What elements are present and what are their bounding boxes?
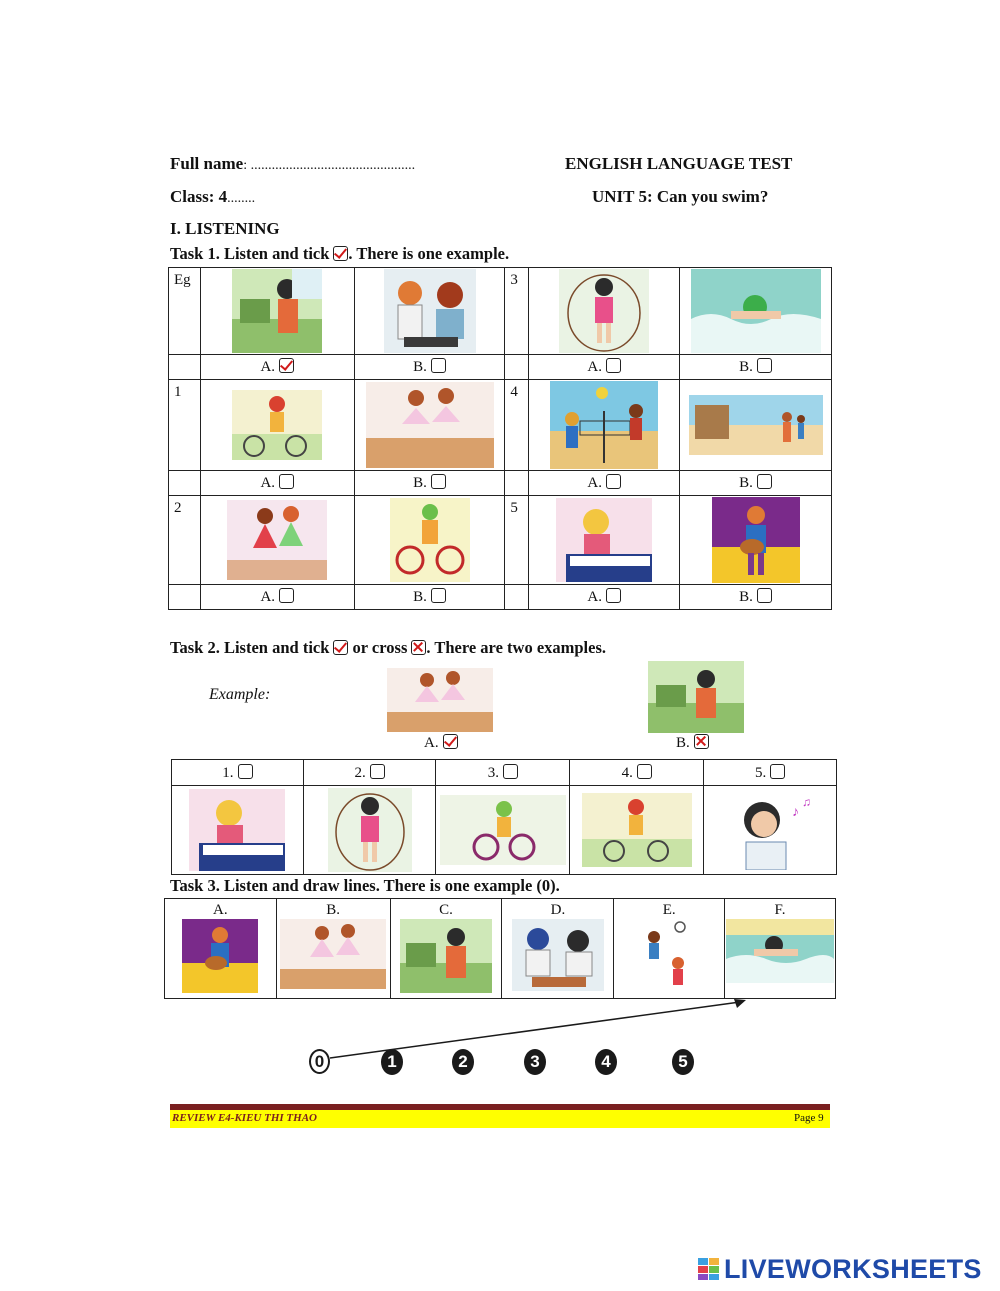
task2-title: [170, 638, 606, 658]
cycling-icon: [232, 390, 322, 460]
checkbox[interactable]: [431, 588, 446, 603]
swimming-icon: [691, 269, 821, 353]
picture-riding-bike: [354, 496, 505, 585]
piano-icon: [556, 498, 652, 582]
checkbox[interactable]: [770, 764, 785, 779]
task2-picture-cycling: [436, 786, 570, 875]
chess-icon: [512, 919, 604, 991]
checkbox[interactable]: [757, 474, 772, 489]
number-circle-3[interactable]: 3: [524, 1049, 546, 1075]
picture-playing-piano: [529, 496, 680, 585]
footer-page-number: Page 9: [794, 1112, 824, 1124]
checkbox-ticked[interactable]: [279, 358, 294, 373]
task1-option-b[interactable]: B.: [680, 585, 832, 610]
checkbox[interactable]: [757, 358, 772, 373]
class-line: [170, 187, 255, 207]
task2-picture-piano: [172, 786, 304, 875]
checkbox[interactable]: [637, 764, 652, 779]
example-b: B.: [676, 734, 709, 752]
skipping-icon: [328, 788, 412, 872]
task2-picture-singing: [704, 786, 837, 875]
task1-row-number: 3: [505, 268, 529, 355]
brand-name[interactable]: LIVEWORKSHEETS: [724, 1254, 982, 1284]
picture-playing-guitar: [680, 496, 832, 585]
class-blank[interactable]: ........: [227, 191, 256, 206]
task1-option-a[interactable]: A.: [200, 355, 354, 380]
task1-title-text: Task 1. Listen and tick: [170, 244, 330, 263]
dancing-icon: [280, 919, 386, 989]
task1-option-b[interactable]: B.: [680, 355, 832, 380]
task1-title-text-2: . There is one example.: [348, 244, 510, 263]
checkbox[interactable]: [431, 474, 446, 489]
checkbox[interactable]: [279, 474, 294, 489]
number-circle-0[interactable]: 0: [309, 1049, 330, 1074]
task1-option-a[interactable]: A.: [529, 585, 680, 610]
test-title: ENGLISH LANGUAGE TEST: [565, 154, 793, 173]
task2-item[interactable]: 1.: [172, 760, 304, 786]
task1-option-b[interactable]: B.: [354, 585, 505, 610]
checkbox[interactable]: [279, 588, 294, 603]
task2-item[interactable]: 4.: [570, 760, 704, 786]
bike-icon: [390, 498, 470, 582]
footer-left-text: REVIEW E4-KIEU THI THAO: [172, 1112, 317, 1124]
picture-dancing: [354, 380, 505, 471]
unit-title: Can you swim?: [656, 187, 769, 206]
task1-row-number: 5: [505, 496, 529, 585]
task1-row-number: 4: [505, 380, 529, 471]
task1-row-number: 2: [169, 496, 201, 585]
task2-title-text: Task 2. Listen and tick: [170, 638, 330, 657]
cooking-icon: [400, 919, 492, 993]
picture-volleyball: [529, 380, 680, 471]
number-circle-5[interactable]: 5: [672, 1049, 694, 1075]
cycling-icon: [440, 795, 566, 865]
picture-playing-chess: [354, 268, 505, 355]
tick-icon: [333, 640, 348, 655]
guitar-icon: [712, 497, 800, 583]
task1-row-number: 1: [169, 380, 201, 471]
guitar-icon: [182, 919, 258, 993]
full-name-blank[interactable]: : ...............................................: [243, 158, 416, 173]
task1-title: [170, 244, 509, 264]
picture-dancing-pair: [200, 496, 354, 585]
task3-title: Task 3. Listen and draw lines. There is one example (0).: [170, 876, 560, 895]
beach-icon: [689, 395, 823, 455]
task3-option-c[interactable]: C.: [390, 899, 502, 999]
task1-option-a[interactable]: A.: [200, 471, 354, 496]
picture-beach: [680, 380, 832, 471]
dance-pair-icon: [227, 500, 327, 580]
task2-picture-cycling-2: [570, 786, 704, 875]
example-label: Example:: [209, 686, 271, 703]
task2-table: [171, 759, 837, 875]
svg-text:♫: ♫: [802, 795, 812, 809]
task2-item[interactable]: 3.: [436, 760, 570, 786]
task1-option-a[interactable]: A.: [529, 355, 680, 380]
liveworksheets-logo-icon: [698, 1258, 720, 1280]
task3-option-d[interactable]: D.: [502, 899, 614, 999]
task1-option-a[interactable]: A.: [200, 585, 354, 610]
cycling-icon: [582, 793, 692, 867]
number-circle-1[interactable]: 1: [381, 1049, 403, 1075]
checkbox[interactable]: [503, 764, 518, 779]
task3-option-e[interactable]: E.: [614, 899, 725, 999]
tick-icon: [333, 246, 348, 261]
chess-icon: [384, 269, 476, 353]
task3-option-f[interactable]: F.: [725, 899, 836, 999]
cross-icon: [411, 640, 426, 655]
picture-swimming: [680, 268, 832, 355]
singing-icon: [722, 790, 818, 870]
unit-line: [592, 187, 768, 207]
full-name-line: [170, 154, 415, 174]
checkbox[interactable]: [370, 764, 385, 779]
task1-option-a[interactable]: A.: [529, 471, 680, 496]
task3-option-a[interactable]: A.: [165, 899, 277, 999]
task2-item[interactable]: 2.: [303, 760, 436, 786]
task1-option-b[interactable]: B.: [680, 471, 832, 496]
task1-row-number: Eg: [169, 268, 201, 355]
task1-option-b[interactable]: B.: [354, 471, 505, 496]
volleyball-icon: [550, 381, 658, 469]
svg-text:♪: ♪: [792, 805, 800, 820]
skipping-icon: [559, 269, 649, 353]
task2-picture-skipping: [303, 786, 436, 875]
badminton-icon: [634, 919, 704, 993]
section-heading: I. LISTENING: [170, 219, 280, 238]
unit-label: UNIT 5:: [592, 187, 653, 206]
task1-table: [168, 267, 832, 610]
task2-title-text-3: . There are two examples.: [426, 638, 607, 657]
checkbox[interactable]: [606, 588, 621, 603]
full-name-label: Full name: [170, 154, 244, 173]
checkbox[interactable]: [606, 474, 621, 489]
piano-icon: [189, 789, 285, 871]
cooking-icon: [232, 269, 322, 353]
checkbox[interactable]: [238, 764, 253, 779]
number-circle-4[interactable]: 4: [595, 1049, 617, 1075]
task3-table: [164, 898, 836, 999]
number-circle-2[interactable]: 2: [452, 1049, 474, 1075]
picture-skipping: [529, 268, 680, 355]
swimming-icon: [726, 919, 834, 983]
example-cooking-icon: [648, 661, 744, 733]
class-label: Class: 4: [170, 187, 228, 206]
picture-cycling: [200, 380, 354, 471]
picture-cooking: [200, 268, 354, 355]
dancing-icon: [366, 382, 494, 468]
example-dancing-icon: [387, 668, 493, 732]
checkbox[interactable]: [757, 588, 772, 603]
checkbox-crossed: [694, 734, 709, 749]
checkbox-ticked: [443, 734, 458, 749]
checkbox[interactable]: [431, 358, 446, 373]
task1-option-b[interactable]: B.: [354, 355, 505, 380]
task3-option-b[interactable]: B.: [276, 899, 390, 999]
task2-item[interactable]: 5.: [704, 760, 837, 786]
example-a: A.: [424, 734, 458, 752]
task2-title-text-2: or cross: [352, 638, 408, 657]
checkbox[interactable]: [606, 358, 621, 373]
